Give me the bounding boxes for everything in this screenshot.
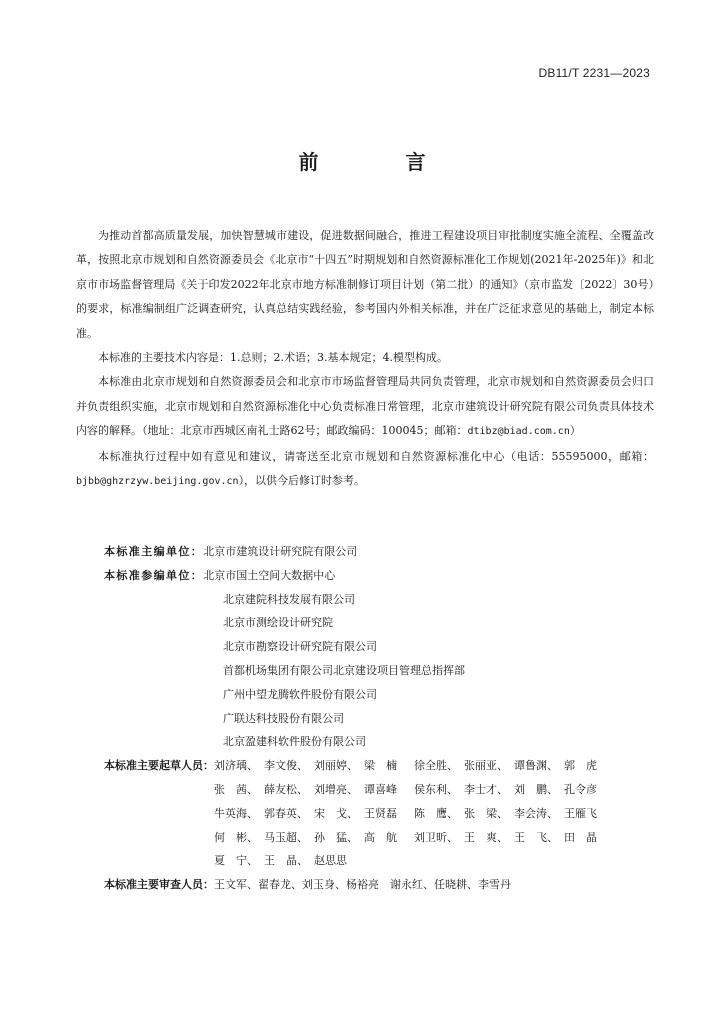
management-text: 本标准由北京市规划和自然资源委员会和北京市市场监督管理局共同负责管理，北京市规划和自然资源委员会归口并负责组织实施，北京市规划和自然资源标准化中心负责标准日常管理，北京市建筑设计研究院有限公司负责具体技术内容的解释。（地址：北京市西城区南礼士路62号；邮政编码：100045；邮箱： <box>76 375 654 438</box>
drafter-name: 孔令彦 <box>564 782 597 796</box>
drafter-name: 高 航 <box>364 830 397 844</box>
drafter-name: 梁 楠 <box>364 759 397 773</box>
drafter-name: 刘丽婷、 <box>314 759 358 773</box>
paragraph-contents: 本标准的主要技术内容是：1.总则；2.术语；3.基本规定；4.模型构成。 <box>98 351 448 365</box>
drafter-name: 牛英海、 <box>214 806 258 820</box>
drafter-name: 张丽亚、 <box>464 759 508 773</box>
drafter-name: 陈 鹰、 <box>414 806 458 820</box>
management-text-end: ） <box>569 424 581 438</box>
participating-unit: 北京盈建科软件股份有限公司 <box>223 735 366 749</box>
drafter-name: 张 梁、 <box>464 806 508 820</box>
drafter-name: 赵思思 <box>314 854 347 868</box>
participating-unit: 北京建院科技发展有限公司 <box>223 592 355 606</box>
reviewers-list: 王文军、翟春龙、刘玉身、杨裕亮 谢永红、任晓耕、李雪丹 <box>214 878 511 892</box>
drafter-name: 何 彬、 <box>214 830 258 844</box>
paragraph-management <box>76 370 654 444</box>
chief-unit-row <box>104 540 664 564</box>
drafter-name: 田 晶 <box>564 830 597 844</box>
drafter-name: 王雁飞 <box>564 806 597 820</box>
email-link-dtibz[interactable]: dtibz@biad.com.cn <box>467 426 570 438</box>
participating-units-label: 本标准参编单位： <box>104 568 204 582</box>
drafter-name: 李会涛、 <box>514 806 558 820</box>
drafter-name: 刘增亮、 <box>314 782 358 796</box>
participating-unit: 广联达科技股份有限公司 <box>223 711 344 725</box>
drafter-name: 夏 宁、 <box>214 854 258 868</box>
participating-unit: 广州中望龙腾软件股份有限公司 <box>223 687 377 701</box>
preface-body <box>76 224 654 494</box>
drafter-name: 王贤磊 <box>364 806 397 820</box>
drafter-name: 谭喜峰 <box>364 782 397 796</box>
drafter-name: 薛友松、 <box>264 782 308 796</box>
drafter-name: 马玉超、 <box>264 830 308 844</box>
standard-number: DB11/T 2231—2023 <box>538 66 650 80</box>
feedback-text: 本标准执行过程中如有意见和建议，请寄送至北京市规划和自然资源标准化中心（电话：55595000，邮箱： <box>98 449 654 463</box>
drafter-name: 刘济瑀、 <box>214 759 258 773</box>
participating-unit: 北京市国土空间大数据中心 <box>203 568 336 582</box>
reviewers-label: 本标准主要审查人员： <box>104 878 214 892</box>
drafters-row <box>104 754 664 873</box>
drafter-name: 李文俊、 <box>264 759 308 773</box>
paragraph-feedback <box>76 445 654 495</box>
credits-section <box>104 540 664 897</box>
drafters-label: 本标准主要起草人员： <box>104 759 214 773</box>
paragraph-background: 为推动首都高质量发展，加快智慧城市建设，促进数据间融合，推进工程建设项目审批制度实施全流程、全覆盖改革，按照北京市规划和自然资源委员会《北京市“十四五”时期规划和自然资源标准化工作规划(2021年-2025年)》和北京市市场监督管理局《关于印发2022年北京市地方标准制修订项目计划（第二批）的通知》（京市监发〔2022〕30号）的要求，标准编制组广泛调查研究，认真总结实践经验，参考国内外相关标准，并在广泛征求意见的基础上，制定本标准。 <box>76 229 654 340</box>
chief-unit: 北京市建筑设计研究院有限公司 <box>203 545 358 558</box>
chief-unit-label: 本标准主编单位： <box>104 545 204 558</box>
drafter-name: 郭春英、 <box>264 806 308 820</box>
page-title: 前 言 <box>298 150 466 174</box>
drafter-name: 侯东利、 <box>414 782 458 796</box>
drafter-name: 宋 戈、 <box>314 806 358 820</box>
participating-unit: 北京市测绘设计研究院 <box>223 616 333 630</box>
feedback-text-end: ），以供今后修订时参考。 <box>238 474 366 488</box>
participating-unit-row <box>104 564 664 588</box>
drafter-name: 李士才、 <box>464 782 508 796</box>
participating-unit: 首都机场集团有限公司北京建设项目管理总指挥部 <box>223 663 465 677</box>
drafter-name: 郭 虎 <box>564 759 597 773</box>
email-link-bjbb[interactable]: bjbb@ghzrzyw.beijing.gov.cn <box>76 476 239 488</box>
drafter-name: 谭鲁渊、 <box>514 759 558 773</box>
drafters-list <box>214 754 614 873</box>
reviewers-row <box>104 873 664 897</box>
drafter-name: 王 爽、 <box>464 830 508 844</box>
drafter-name: 孙 猛、 <box>314 830 358 844</box>
participating-unit: 北京市勘察设计研究院有限公司 <box>223 640 377 654</box>
drafter-name: 王 飞、 <box>514 830 558 844</box>
drafter-name: 刘 鹏、 <box>514 782 558 796</box>
drafter-name: 王 晶、 <box>264 854 308 868</box>
drafter-name: 徐全胜、 <box>414 759 458 773</box>
drafter-name: 刘卫昕、 <box>414 830 458 844</box>
drafter-name: 张 茜、 <box>214 782 258 796</box>
